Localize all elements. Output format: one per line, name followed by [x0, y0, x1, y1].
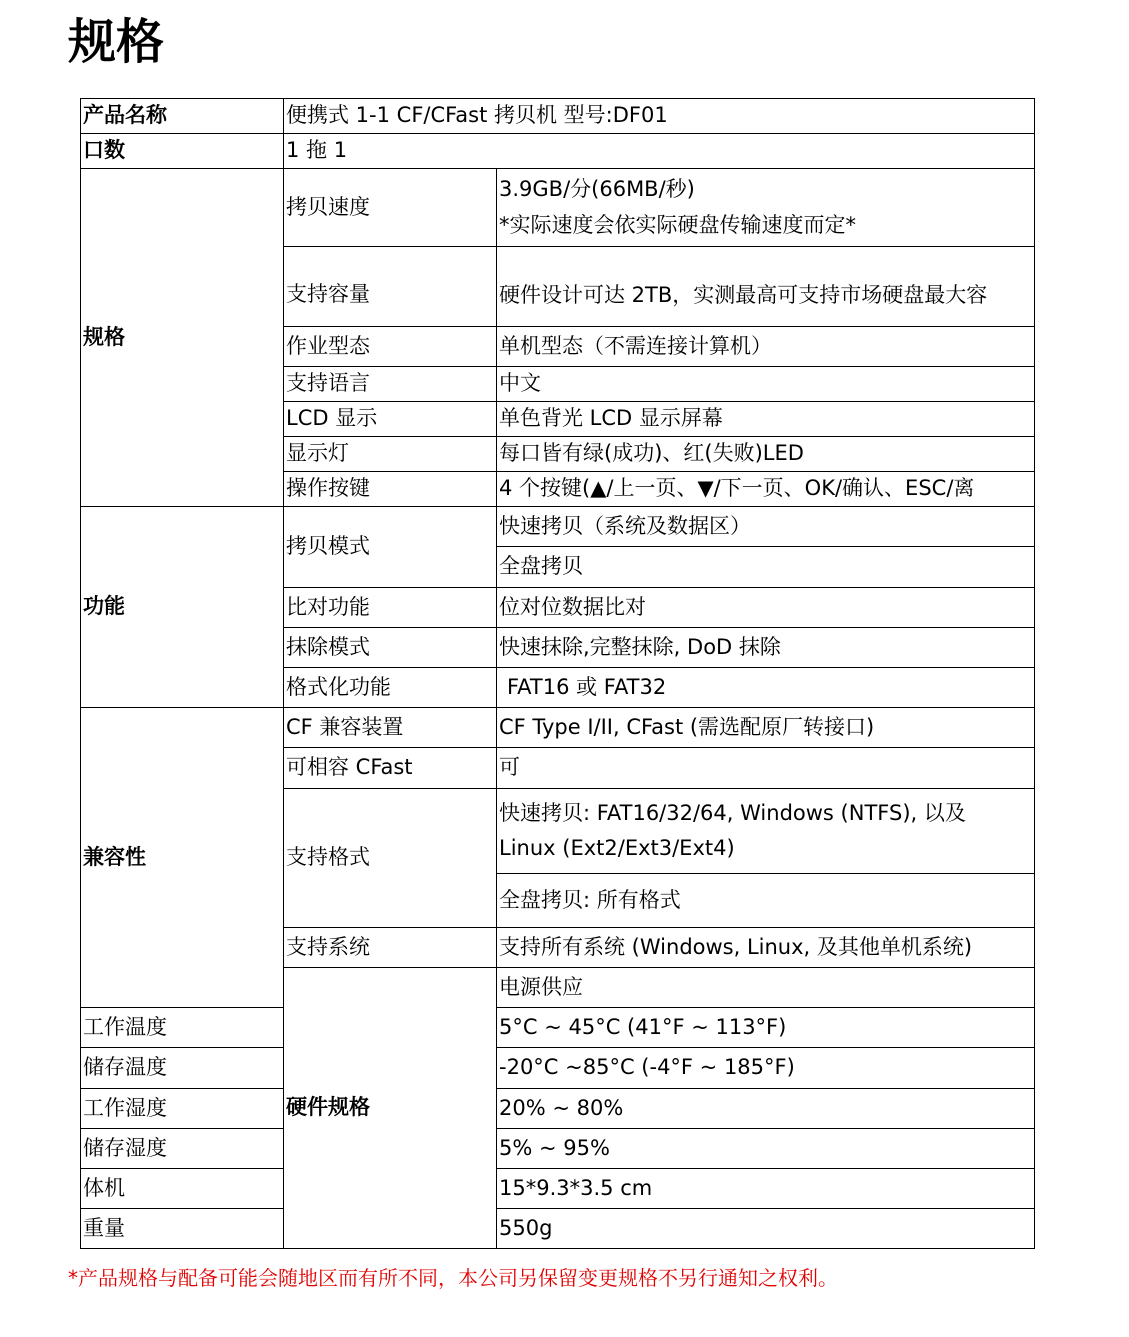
row-value: 快速抹除,完整抹除, DoD 抹除	[497, 628, 1035, 668]
row-value: 单机型态（不需连接计算机）	[497, 327, 1035, 367]
row-label: 支持系统	[284, 928, 497, 968]
row-value: CF Type I/II, CFast (需选配原厂转接口)	[497, 708, 1035, 748]
row-value: 5% ~ 95%	[497, 1129, 1035, 1169]
format-line-1: 快速拷贝: FAT16/32/64, Windows (NTFS), 以及	[499, 800, 966, 825]
table-row	[81, 708, 1035, 748]
footer-note: *产品规格与配备可能会随地区而有所不同，本公司另保留变更规格不另行通知之权利。	[68, 1266, 838, 1290]
row-value: 单色背光 LCD 显示屏幕	[497, 402, 1035, 437]
spec-table	[80, 98, 1035, 1249]
row-label: 比对功能	[284, 588, 497, 628]
row-value: 中文	[497, 367, 1035, 402]
row-value: 快速拷贝（系统及数据区）	[497, 507, 1035, 547]
row-label: 拷贝速度	[284, 169, 497, 247]
row-value-ports: 1 拖 1	[284, 134, 1035, 169]
row-value: 硬件设计可达 2TB，实测最高可支持市场硬盘最大容	[497, 247, 1035, 327]
row-value: 每口皆有绿(成功)、红(失败)LED	[497, 437, 1035, 472]
table-row	[81, 169, 1035, 247]
row-label: 体机	[81, 1169, 284, 1209]
format-line-2: Linux (Ext2/Ext3/Ext4)	[499, 836, 735, 860]
row-label: LCD 显示	[284, 402, 497, 437]
row-value: 5°C ~ 45°C (41°F ~ 113°F)	[497, 1008, 1035, 1048]
row-value: 20% ~ 80%	[497, 1089, 1035, 1129]
row-value: 位对位数据比对	[497, 588, 1035, 628]
row-label: 拷贝模式	[284, 507, 497, 588]
row-label: 储存湿度	[81, 1129, 284, 1169]
copy-speed-value: 3.9GB/分(66MB/秒)	[499, 177, 695, 202]
row-label: CF 兼容装置	[284, 708, 497, 748]
page-title: 规格	[68, 14, 165, 70]
row-value: 支持所有系统 (Windows, Linux, 及其他单机系统)	[497, 928, 1035, 968]
row-value: 全盘拷贝	[497, 547, 1035, 588]
row-label: 工作温度	[81, 1008, 284, 1048]
table-row	[81, 1129, 1035, 1169]
row-label: 储存温度	[81, 1048, 284, 1089]
row-label: 格式化功能	[284, 668, 497, 708]
row-value: -20°C ~85°C (-4°F ~ 185°F)	[497, 1048, 1035, 1089]
table-row	[81, 1008, 1035, 1048]
row-label: 显示灯	[284, 437, 497, 472]
table-row	[81, 1089, 1035, 1129]
row-label: 重量	[81, 1209, 284, 1249]
copy-speed-note: *实际速度会依实际硬盘传输速度而定*	[499, 212, 856, 237]
group-label-spec: 规格	[81, 169, 284, 507]
row-value: 全盘拷贝: 所有格式	[497, 874, 1035, 928]
table-row	[81, 1209, 1035, 1249]
row-value-product-name: 便携式 1-1 CF/CFast 拷贝机 型号:DF01	[284, 99, 1035, 134]
row-value	[497, 789, 1035, 874]
row-label-product-name: 产品名称	[81, 99, 284, 134]
table-row	[81, 507, 1035, 547]
row-label-ports: 口数	[81, 134, 284, 169]
row-value: 15*9.3*3.5 cm	[497, 1169, 1035, 1209]
row-value: 550g	[497, 1209, 1035, 1249]
row-label: 作业型态	[284, 327, 497, 367]
row-label: 抹除模式	[284, 628, 497, 668]
group-label-compat: 兼容性	[81, 708, 284, 1008]
row-label: 工作湿度	[81, 1089, 284, 1129]
row-label: 支持格式	[284, 789, 497, 928]
table-row	[81, 1048, 1035, 1089]
row-label: 电源供应	[497, 968, 1035, 1008]
row-label: 支持语言	[284, 367, 497, 402]
row-value: 可	[497, 748, 1035, 789]
row-label: 操作按键	[284, 472, 497, 507]
table-row	[81, 1169, 1035, 1209]
row-value	[497, 169, 1035, 247]
group-label-hardware: 硬件规格	[284, 968, 497, 1249]
row-value: FAT16 或 FAT32	[497, 668, 1035, 708]
group-label-function: 功能	[81, 507, 284, 708]
table-row	[81, 134, 1035, 169]
table-row	[81, 99, 1035, 134]
row-label: 支持容量	[284, 247, 497, 327]
row-value: 4 个按键(▲/上一页、▼/下一页、OK/确认、ESC/离	[497, 472, 1035, 507]
row-label: 可相容 CFast	[284, 748, 497, 789]
